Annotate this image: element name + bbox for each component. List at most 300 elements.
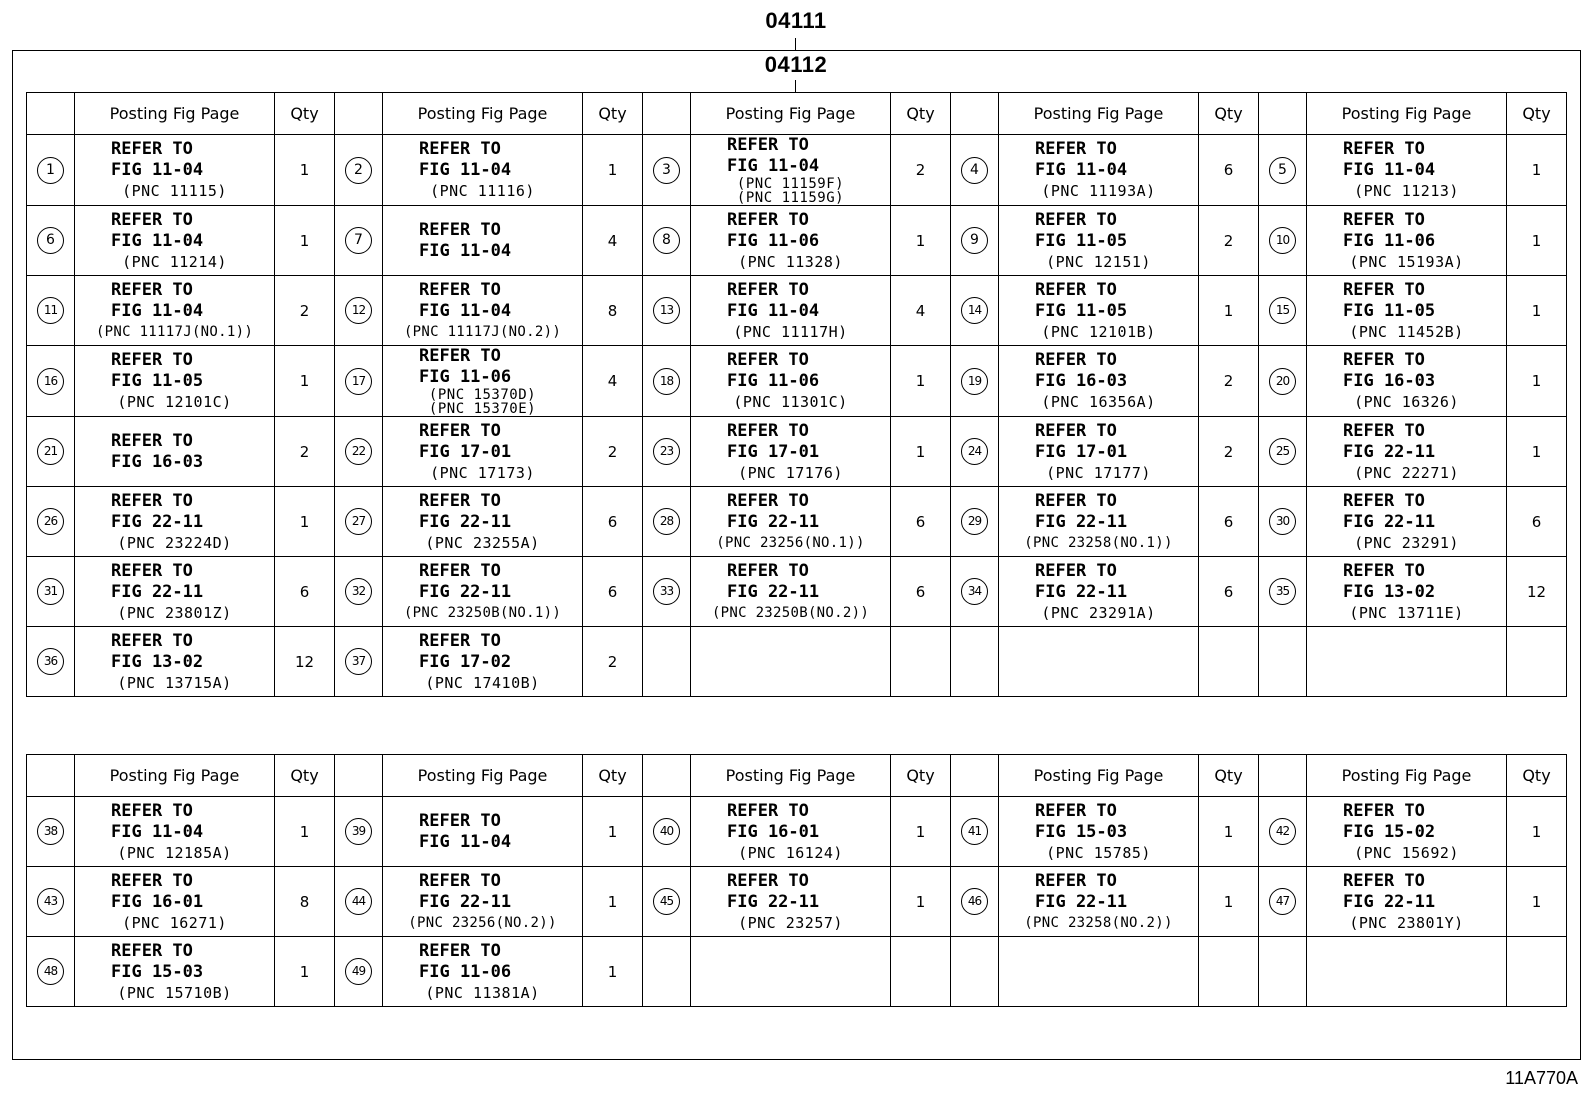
pnc-code: (PNC 23801Z) <box>117 603 232 622</box>
pnc-code: (PNC 11116) <box>430 182 535 200</box>
qty-cell <box>583 867 643 937</box>
reference-table-2 <box>26 754 1567 1007</box>
reference-cell <box>75 937 275 1007</box>
header-posting-fig-page: Posting Fig Page <box>691 755 891 797</box>
item-number: 49 <box>345 958 372 985</box>
refer-to-label: REFER TO <box>1035 139 1117 159</box>
fig-reference: FIG 11-04 <box>111 160 204 180</box>
reference-cell <box>999 135 1199 206</box>
reference-cell <box>75 797 275 867</box>
qty-value: 2 <box>1223 231 1234 250</box>
reference-cell <box>691 276 891 346</box>
reference-cell <box>691 346 891 417</box>
qty-cell <box>275 627 335 697</box>
fig-reference: FIG 11-04 <box>111 821 204 842</box>
qty-cell <box>275 557 335 627</box>
qty-cell <box>1199 417 1259 487</box>
item-number-cell <box>643 797 691 867</box>
fig-reference: FIG 13-02 <box>1343 581 1436 602</box>
item-number: 26 <box>37 508 64 535</box>
reference-cell <box>383 417 583 487</box>
item-number: 19 <box>961 368 988 395</box>
qty-value: 2 <box>915 161 926 179</box>
item-number: 33 <box>653 578 680 605</box>
refer-to-label: REFER TO <box>111 139 193 159</box>
fig-reference: FIG 22-11 <box>727 511 820 532</box>
header-blank <box>951 93 999 135</box>
qty-cell <box>1507 346 1567 417</box>
pnc-code: (PNC 11117J(NO.2)) <box>403 323 562 340</box>
pnc-code: (PNC 16326) <box>1354 393 1459 411</box>
item-number-cell <box>643 557 691 627</box>
refer-to-label: REFER TO <box>1343 800 1425 821</box>
item-number-cell <box>1259 627 1307 697</box>
item-number-cell <box>27 487 75 557</box>
refer-to-label: REFER TO <box>419 870 501 891</box>
reference-cell <box>999 797 1199 867</box>
refer-to-label: REFER TO <box>727 800 809 821</box>
fig-reference: FIG 17-01 <box>727 441 820 462</box>
fig-reference: FIG 11-04 <box>111 300 204 321</box>
qty-cell <box>1199 206 1259 276</box>
table-row <box>27 206 1567 276</box>
qty-cell <box>891 206 951 276</box>
qty-value: 2 <box>607 652 618 671</box>
pnc-code: (PNC 23258(NO.2)) <box>1024 914 1173 931</box>
refer-to-label: REFER TO <box>1343 279 1425 300</box>
qty-cell <box>275 206 335 276</box>
qty-cell <box>275 797 335 867</box>
reference-cell <box>999 417 1199 487</box>
qty-cell <box>1199 487 1259 557</box>
reference-cell <box>75 417 275 487</box>
qty-value: 1 <box>299 512 310 531</box>
item-number-cell <box>643 627 691 697</box>
qty-cell <box>1199 627 1259 697</box>
item-number-cell <box>643 487 691 557</box>
pnc-code: (PNC 11381A) <box>425 983 540 1002</box>
header-qty: Qty <box>583 93 643 135</box>
qty-cell <box>1199 135 1259 206</box>
item-number-cell <box>951 867 999 937</box>
illustration-id: 11A770A <box>1505 1068 1578 1088</box>
reference-cell <box>1307 937 1507 1007</box>
pnc-code: (PNC 11301C) <box>733 393 848 411</box>
reference-cell <box>1307 346 1507 417</box>
refer-to-label: REFER TO <box>419 490 501 511</box>
pnc-code: (PNC 12101C) <box>117 393 232 411</box>
qty-cell <box>1507 627 1567 697</box>
reference-cell <box>1307 797 1507 867</box>
reference-cell <box>691 487 891 557</box>
qty-cell <box>1507 487 1567 557</box>
table-row <box>27 557 1567 627</box>
refer-to-label: REFER TO <box>1035 490 1117 511</box>
item-number: 36 <box>37 648 64 675</box>
item-number: 25 <box>1269 438 1296 465</box>
refer-to-label: REFER TO <box>111 209 193 230</box>
item-number-cell <box>951 276 999 346</box>
item-number-cell <box>1259 276 1307 346</box>
item-number: 38 <box>37 818 64 845</box>
item-number-cell <box>951 937 999 1007</box>
refer-to-label: REFER TO <box>1035 420 1117 441</box>
fig-reference: FIG 11-04 <box>419 300 512 321</box>
header-posting-fig-page: Posting Fig Page <box>691 93 891 135</box>
qty-value: 8 <box>607 301 618 320</box>
item-number-cell <box>27 135 75 206</box>
qty-cell <box>1507 135 1567 206</box>
pnc-code: (PNC 11159G) <box>736 190 845 206</box>
qty-value: 1 <box>1531 161 1542 179</box>
qty-cell <box>583 487 643 557</box>
pnc-code: (PNC 11115) <box>122 182 227 200</box>
fig-reference: FIG 16-03 <box>1343 371 1436 391</box>
refer-to-label: REFER TO <box>111 430 193 451</box>
qty-cell <box>891 276 951 346</box>
item-number-cell <box>951 627 999 697</box>
refer-to-label: REFER TO <box>419 630 501 651</box>
table-row <box>27 135 1567 206</box>
fig-reference: FIG 11-05 <box>1035 300 1128 321</box>
item-number: 47 <box>1269 888 1296 915</box>
qty-cell <box>891 557 951 627</box>
refer-to-label: REFER TO <box>1035 350 1117 370</box>
refer-to-label: REFER TO <box>1035 209 1117 230</box>
item-number-cell <box>27 557 75 627</box>
fig-reference: FIG 16-01 <box>111 891 204 912</box>
refer-to-label: REFER TO <box>1343 870 1425 891</box>
item-number-cell <box>27 937 75 1007</box>
item-number: 23 <box>653 438 680 465</box>
pnc-code: (PNC 11213) <box>1354 182 1459 200</box>
qty-cell <box>583 346 643 417</box>
item-number: 37 <box>345 648 372 675</box>
fig-reference: FIG 11-04 <box>1343 160 1436 180</box>
reference-cell <box>691 867 891 937</box>
reference-cell <box>999 276 1199 346</box>
item-number-cell <box>335 937 383 1007</box>
item-number-cell <box>1259 487 1307 557</box>
qty-value: 1 <box>915 892 926 911</box>
qty-cell <box>275 937 335 1007</box>
reference-cell <box>383 797 583 867</box>
connector-line <box>795 80 796 92</box>
item-number-cell <box>27 346 75 417</box>
item-number: 6 <box>37 227 64 254</box>
item-number: 39 <box>345 818 372 845</box>
item-number-cell <box>1259 557 1307 627</box>
item-number: 44 <box>345 888 372 915</box>
item-number-cell <box>335 557 383 627</box>
refer-to-label: REFER TO <box>1343 139 1425 159</box>
pnc-code: (PNC 23250B(NO.1)) <box>403 604 562 621</box>
reference-cell <box>75 346 275 417</box>
fig-reference: FIG 17-02 <box>419 651 512 672</box>
pnc-code: (PNC 23255A) <box>425 533 540 552</box>
reference-cell <box>1307 867 1507 937</box>
qty-cell <box>583 417 643 487</box>
qty-value: 2 <box>1223 372 1234 390</box>
table-row <box>27 627 1567 697</box>
item-number: 46 <box>961 888 988 915</box>
table-header-row <box>27 755 1567 797</box>
qty-cell <box>583 135 643 206</box>
fig-reference: FIG 22-11 <box>1343 511 1436 532</box>
item-number: 43 <box>37 888 64 915</box>
header-qty: Qty <box>583 755 643 797</box>
fig-reference: FIG 16-01 <box>727 821 820 842</box>
reference-cell <box>1307 417 1507 487</box>
refer-to-label: REFER TO <box>1343 560 1425 581</box>
refer-to-label: REFER TO <box>111 800 193 821</box>
fig-reference: FIG 22-11 <box>727 891 820 912</box>
item-number: 34 <box>961 578 988 605</box>
reference-cell <box>691 135 891 206</box>
qty-value: 6 <box>299 582 310 601</box>
item-number-cell <box>335 797 383 867</box>
qty-cell <box>1507 276 1567 346</box>
qty-cell <box>1199 937 1259 1007</box>
qty-cell <box>583 797 643 867</box>
refer-to-label: REFER TO <box>111 490 193 511</box>
qty-cell <box>275 417 335 487</box>
pnc-code: (PNC 16271) <box>122 913 227 932</box>
table-row <box>27 487 1567 557</box>
header-qty: Qty <box>1507 755 1567 797</box>
qty-cell <box>1507 557 1567 627</box>
header-qty: Qty <box>891 93 951 135</box>
fig-reference: FIG 16-03 <box>111 451 204 472</box>
item-number-cell <box>335 346 383 417</box>
item-number: 13 <box>653 297 680 324</box>
fig-reference: FIG 17-01 <box>419 441 512 462</box>
header-qty: Qty <box>1199 755 1259 797</box>
pnc-code: (PNC 12185A) <box>117 843 232 862</box>
reference-cell <box>691 417 891 487</box>
item-number-cell <box>335 417 383 487</box>
item-number-cell <box>27 417 75 487</box>
qty-cell <box>583 937 643 1007</box>
pnc-code: (PNC 11117J(NO.1)) <box>95 323 254 340</box>
qty-value: 1 <box>915 231 926 250</box>
fig-reference: FIG 17-01 <box>1035 441 1128 462</box>
item-number-cell <box>643 135 691 206</box>
header-posting-fig-page: Posting Fig Page <box>1307 755 1507 797</box>
item-number: 12 <box>345 297 372 324</box>
qty-value: 12 <box>294 652 315 671</box>
qty-value: 6 <box>607 582 618 601</box>
header-blank <box>1259 93 1307 135</box>
item-number-cell <box>27 276 75 346</box>
item-number: 27 <box>345 508 372 535</box>
sub-code: 04112 <box>764 52 828 77</box>
pnc-code: (PNC 12151) <box>1046 252 1151 271</box>
qty-cell <box>1199 346 1259 417</box>
reference-cell <box>999 346 1199 417</box>
qty-value: 1 <box>607 822 618 841</box>
fig-reference: FIG 11-06 <box>727 371 820 391</box>
reference-cell <box>691 557 891 627</box>
fig-reference: FIG 11-05 <box>1035 230 1128 251</box>
table-row <box>27 346 1567 417</box>
item-number-cell <box>643 346 691 417</box>
table-header-row <box>27 93 1567 135</box>
qty-value: 6 <box>915 512 926 531</box>
fig-reference: FIG 15-03 <box>1035 821 1128 842</box>
item-number-cell <box>335 206 383 276</box>
qty-value: 6 <box>1223 582 1234 601</box>
qty-value: 1 <box>1223 822 1234 841</box>
qty-value: 1 <box>915 372 926 390</box>
table-row <box>27 867 1567 937</box>
qty-cell <box>891 346 951 417</box>
qty-value: 1 <box>1531 442 1542 461</box>
item-number: 11 <box>37 297 64 324</box>
header-posting-fig-page: Posting Fig Page <box>75 755 275 797</box>
item-number-cell <box>1259 417 1307 487</box>
pnc-code: (PNC 23801Y) <box>1349 913 1464 932</box>
reference-cell <box>383 627 583 697</box>
header-blank <box>27 93 75 135</box>
refer-to-label: REFER TO <box>419 810 501 831</box>
refer-to-label: REFER TO <box>419 940 501 961</box>
reference-cell <box>75 206 275 276</box>
reference-table-1 <box>26 92 1567 697</box>
qty-cell <box>583 627 643 697</box>
reference-cell <box>1307 135 1507 206</box>
qty-value: 1 <box>299 822 310 841</box>
item-number-cell <box>1259 135 1307 206</box>
reference-cell <box>75 627 275 697</box>
item-number: 40 <box>653 818 680 845</box>
fig-reference: FIG 11-05 <box>111 371 204 391</box>
item-number: 42 <box>1269 818 1296 845</box>
qty-cell <box>275 487 335 557</box>
item-number: 48 <box>37 958 64 985</box>
qty-value: 1 <box>1223 301 1234 320</box>
item-number: 18 <box>653 368 680 395</box>
qty-value: 1 <box>607 962 618 981</box>
qty-cell <box>1199 557 1259 627</box>
pnc-code: (PNC 15692) <box>1354 843 1459 862</box>
qty-cell <box>1507 206 1567 276</box>
item-number-cell <box>951 417 999 487</box>
reference-cell <box>691 206 891 276</box>
refer-to-label: REFER TO <box>419 346 501 366</box>
refer-to-label: REFER TO <box>419 420 501 441</box>
qty-value: 1 <box>1531 892 1542 911</box>
item-number: 14 <box>961 297 988 324</box>
reference-cell <box>383 867 583 937</box>
item-number-cell <box>1259 206 1307 276</box>
pnc-code: (PNC 23224D) <box>117 533 232 552</box>
pnc-code: (PNC 12101B) <box>1041 322 1156 341</box>
reference-cell <box>999 487 1199 557</box>
qty-value: 1 <box>607 892 618 911</box>
qty-value: 12 <box>1526 582 1547 601</box>
fig-reference: FIG 11-04 <box>419 240 512 261</box>
item-number-cell <box>335 627 383 697</box>
fig-reference: FIG 11-04 <box>727 156 820 176</box>
refer-to-label: REFER TO <box>727 209 809 230</box>
reference-cell <box>999 627 1199 697</box>
pnc-code: (PNC 11159F) <box>736 176 845 192</box>
table-row <box>27 417 1567 487</box>
fig-reference: FIG 22-11 <box>419 511 512 532</box>
reference-cell <box>75 276 275 346</box>
header-posting-fig-page: Posting Fig Page <box>999 755 1199 797</box>
fig-reference: FIG 11-06 <box>419 961 512 982</box>
qty-value: 6 <box>1223 512 1234 531</box>
pnc-code: (PNC 15370D) <box>428 387 537 403</box>
header-posting-fig-page: Posting Fig Page <box>75 93 275 135</box>
qty-cell <box>891 135 951 206</box>
table-row <box>27 276 1567 346</box>
qty-cell <box>275 346 335 417</box>
header-blank <box>335 93 383 135</box>
pnc-code: (PNC 15193A) <box>1349 252 1464 271</box>
refer-to-label: REFER TO <box>1343 420 1425 441</box>
reference-cell <box>383 346 583 417</box>
item-number-cell <box>643 417 691 487</box>
item-number: 24 <box>961 438 988 465</box>
pnc-code: (PNC 23257) <box>738 913 843 932</box>
item-number-cell <box>951 206 999 276</box>
fig-reference: FIG 22-11 <box>1343 891 1436 912</box>
refer-to-label: REFER TO <box>727 420 809 441</box>
qty-value: 4 <box>607 231 618 250</box>
qty-value: 1 <box>1223 892 1234 911</box>
qty-value: 1 <box>299 161 310 179</box>
reference-cell <box>75 487 275 557</box>
fig-reference: FIG 22-11 <box>727 581 820 602</box>
fig-reference: FIG 22-11 <box>111 581 204 602</box>
pnc-code: (PNC 22271) <box>1354 463 1459 482</box>
item-number: 8 <box>653 227 680 254</box>
pnc-code: (PNC 17176) <box>738 463 843 482</box>
reference-cell <box>1307 557 1507 627</box>
header-blank <box>27 755 75 797</box>
qty-value: 1 <box>915 822 926 841</box>
fig-reference: FIG 22-11 <box>1343 441 1436 462</box>
refer-to-label: REFER TO <box>727 135 809 155</box>
item-number-cell <box>27 867 75 937</box>
qty-cell <box>583 276 643 346</box>
item-number-cell <box>1259 867 1307 937</box>
qty-cell <box>1199 867 1259 937</box>
qty-value: 8 <box>299 892 310 911</box>
refer-to-label: REFER TO <box>419 279 501 300</box>
fig-reference: FIG 22-11 <box>419 891 512 912</box>
item-number: 29 <box>961 508 988 535</box>
header-posting-fig-page: Posting Fig Page <box>383 93 583 135</box>
header-qty: Qty <box>1199 93 1259 135</box>
fig-reference: FIG 22-11 <box>111 511 204 532</box>
qty-value: 1 <box>1531 372 1542 390</box>
item-number-cell <box>335 867 383 937</box>
pnc-code: (PNC 11193A) <box>1041 182 1156 200</box>
reference-cell <box>999 206 1199 276</box>
refer-to-label: REFER TO <box>727 490 809 511</box>
header-blank <box>643 755 691 797</box>
reference-cell <box>691 937 891 1007</box>
item-number: 45 <box>653 888 680 915</box>
refer-to-label: REFER TO <box>1343 350 1425 370</box>
fig-reference: FIG 15-03 <box>111 961 204 982</box>
header-blank <box>335 755 383 797</box>
item-number-cell <box>335 487 383 557</box>
